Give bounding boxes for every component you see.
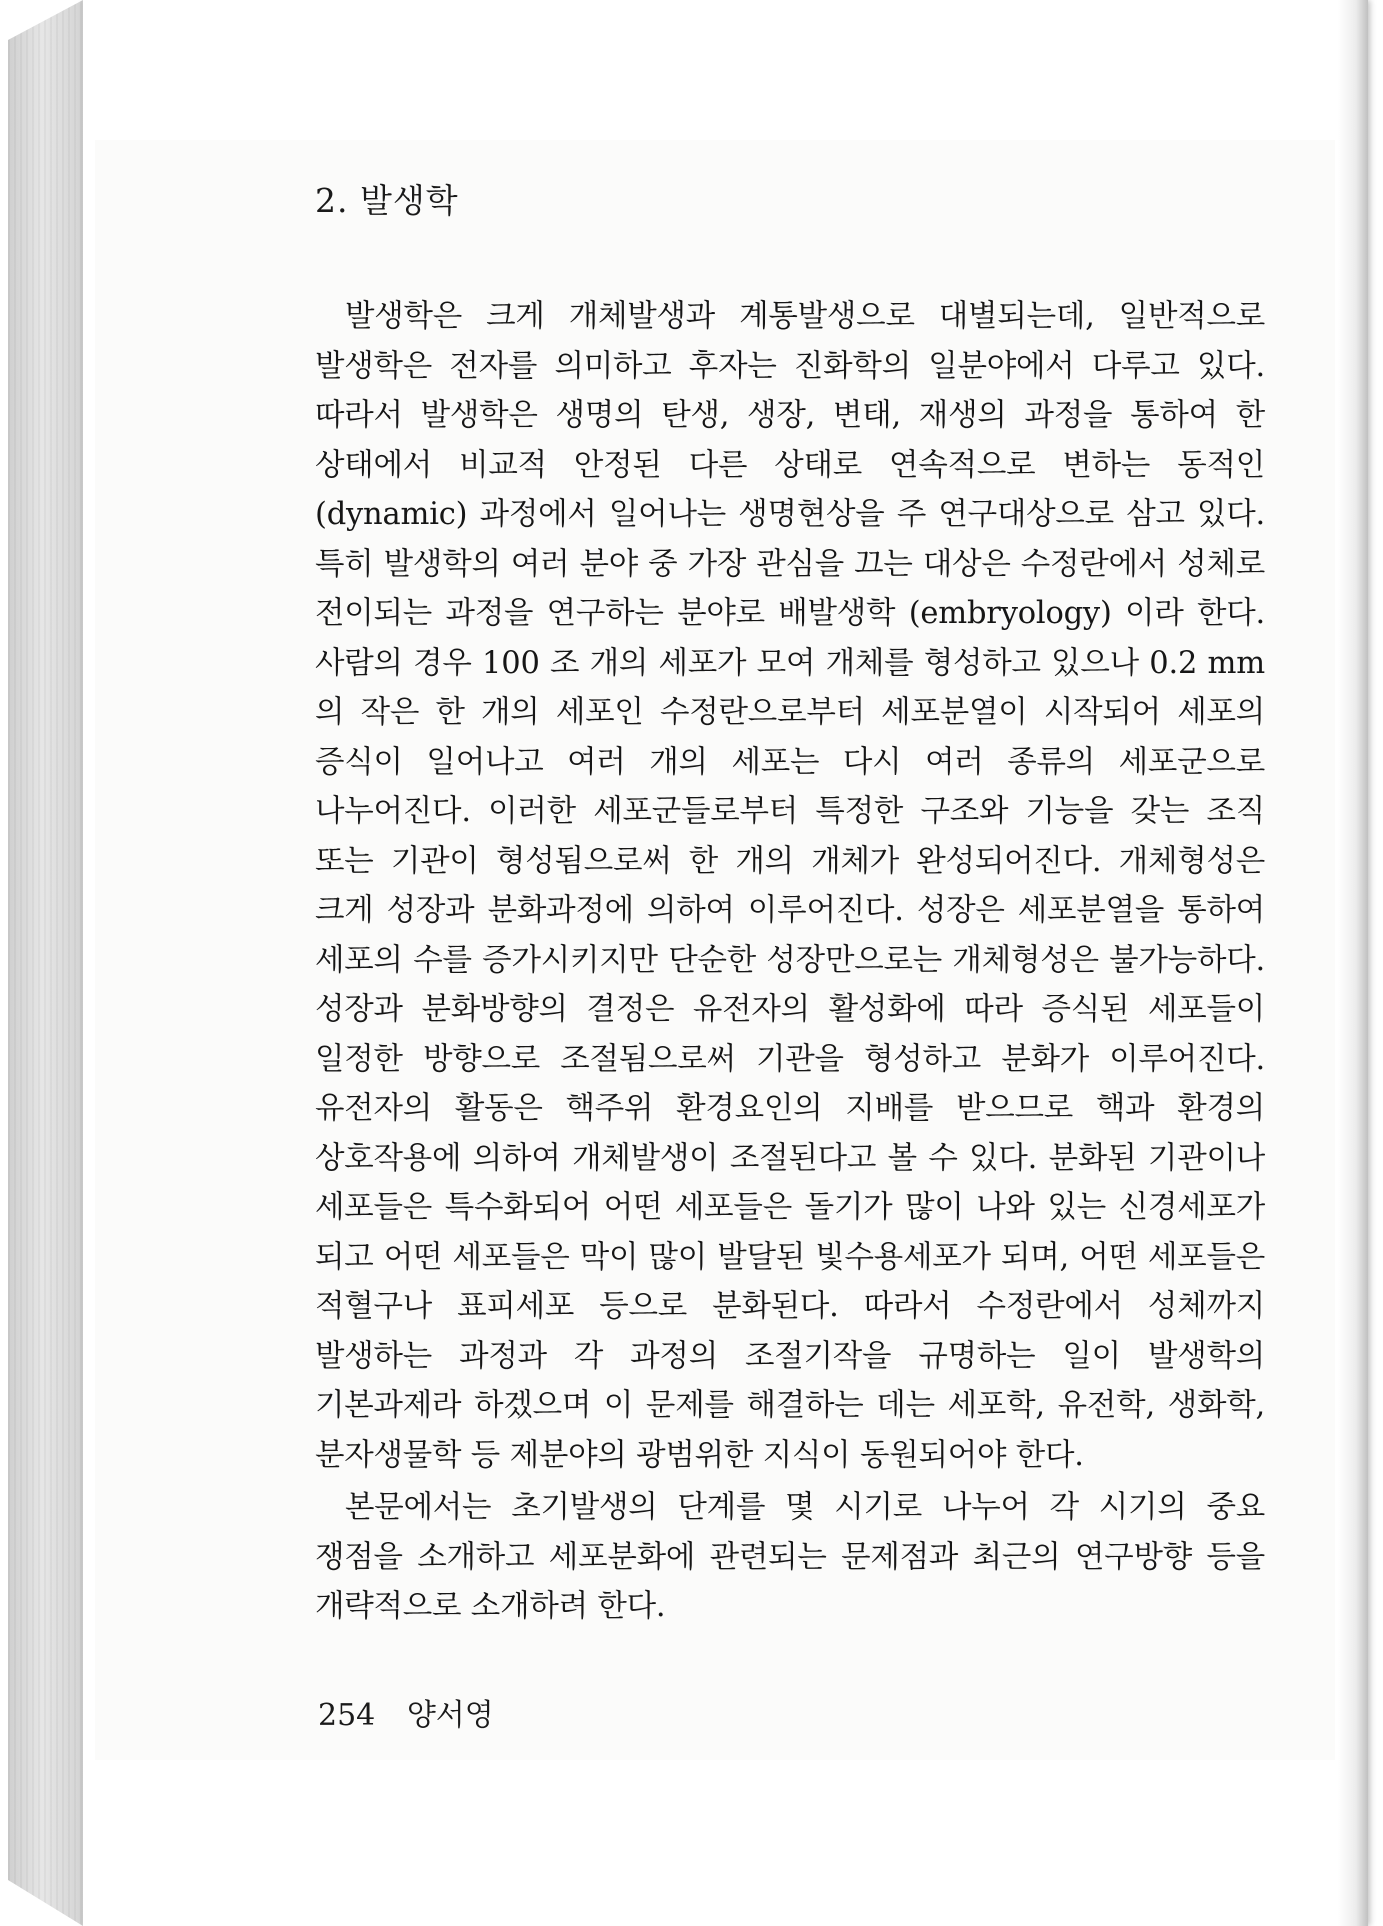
body-paragraph-2: 본문에서는 초기발생의 단계를 몇 시기로 나누어 각 시기의 중요 쟁점을 소개하고 세포분화에 관련되는 문제점과 최근의 연구방향 등을 개략적으로 소개하려 한다. [315,1490,1265,1624]
page-edge-shadow [1338,0,1368,1926]
page-number: 254 [318,1698,376,1733]
book-spine [8,0,83,1926]
page-content [235,175,1265,1635]
page-footer [318,1690,494,1734]
body-paragraph-1: 발생학은 크게 개체발생과 계통발생으로 대별되는데, 일반적으로 발생학은 전자를 의미하고 후자는 진화학의 일분야에서 다루고 있다. 따라서 발생학은 생명의 탄생, 생장, 변태, 재생의 과정을 통하여 한 상태에서 비교적 안정된 다른 상태로 연속적으로 변하는 동적인 (dynamic) 과정에서 일어나는 생명현상을 주 연구대상으로 삼고 있다. 특히 발생학의 여러 분야 중 가장 관심을 끄는 대상은 수정란에서 성체로 전이되는 과정을 연구하는 분야로 배발생학 (embryology) 이라 한다. 사람의 경우 100 조 개의 세포가 모여 개체를 형성하고 있으나 0.2 mm 의 작은 한 개의 세포인 수정란으로부터 세포분열이 시작되어 세포의 증식이 일어나고 여러 개의 세포는 다시 여러 종류의 세포군으로 나누어진다. 이러한 세포군들로부터 특정한 구조와 기능을 갖는 조직 또는 기관이 형성됨으로써 한 개의 개체가 완성되어진다. 개체형성은 크게 성장과 분화과정에 의하여 이루어진다. 성장은 세포분열을 통하여 세포의 수를 증가시키지만 단순한 성장만으로는 개체형성은 불가능하다. 성장과 분화방향의 결정은 유전자의 활성화에 따라 증식된 세포들이 일정한 방향으로 조절됨으로써 기관을 형성하고 분화가 이루어진다. 유전자의 활동은 핵주위 환경요인의 지배를 받으므로 핵과 환경의 상호작용에 의하여 개체발생이 조절된다고 볼 수 있다. 분화된 기관이나 세포들은 특수화되어 어떤 세포들은 돌기가 많이 나와 있는 신경세포가 되고 어떤 세포들은 막이 많이 발달된 빛수용세포가 되며, 어떤 세포들은 적혈구나 표피세포 등으로 분화된다. 따라서 수정란에서 성체까지 발생하는 과정과 각 과정의 조절기작을 규명하는 일이 발생학의 기본과제라 하겠으며 이 문제를 해결하는 데는 세포학, 유전학, 생화학, 분자생물학 등 제분야의 광범위한 지식이 동원되어야 한다. [315,299,1265,1473]
running-author: 양서영 [406,1698,494,1733]
section-title: 2. 발생학 [315,181,459,220]
